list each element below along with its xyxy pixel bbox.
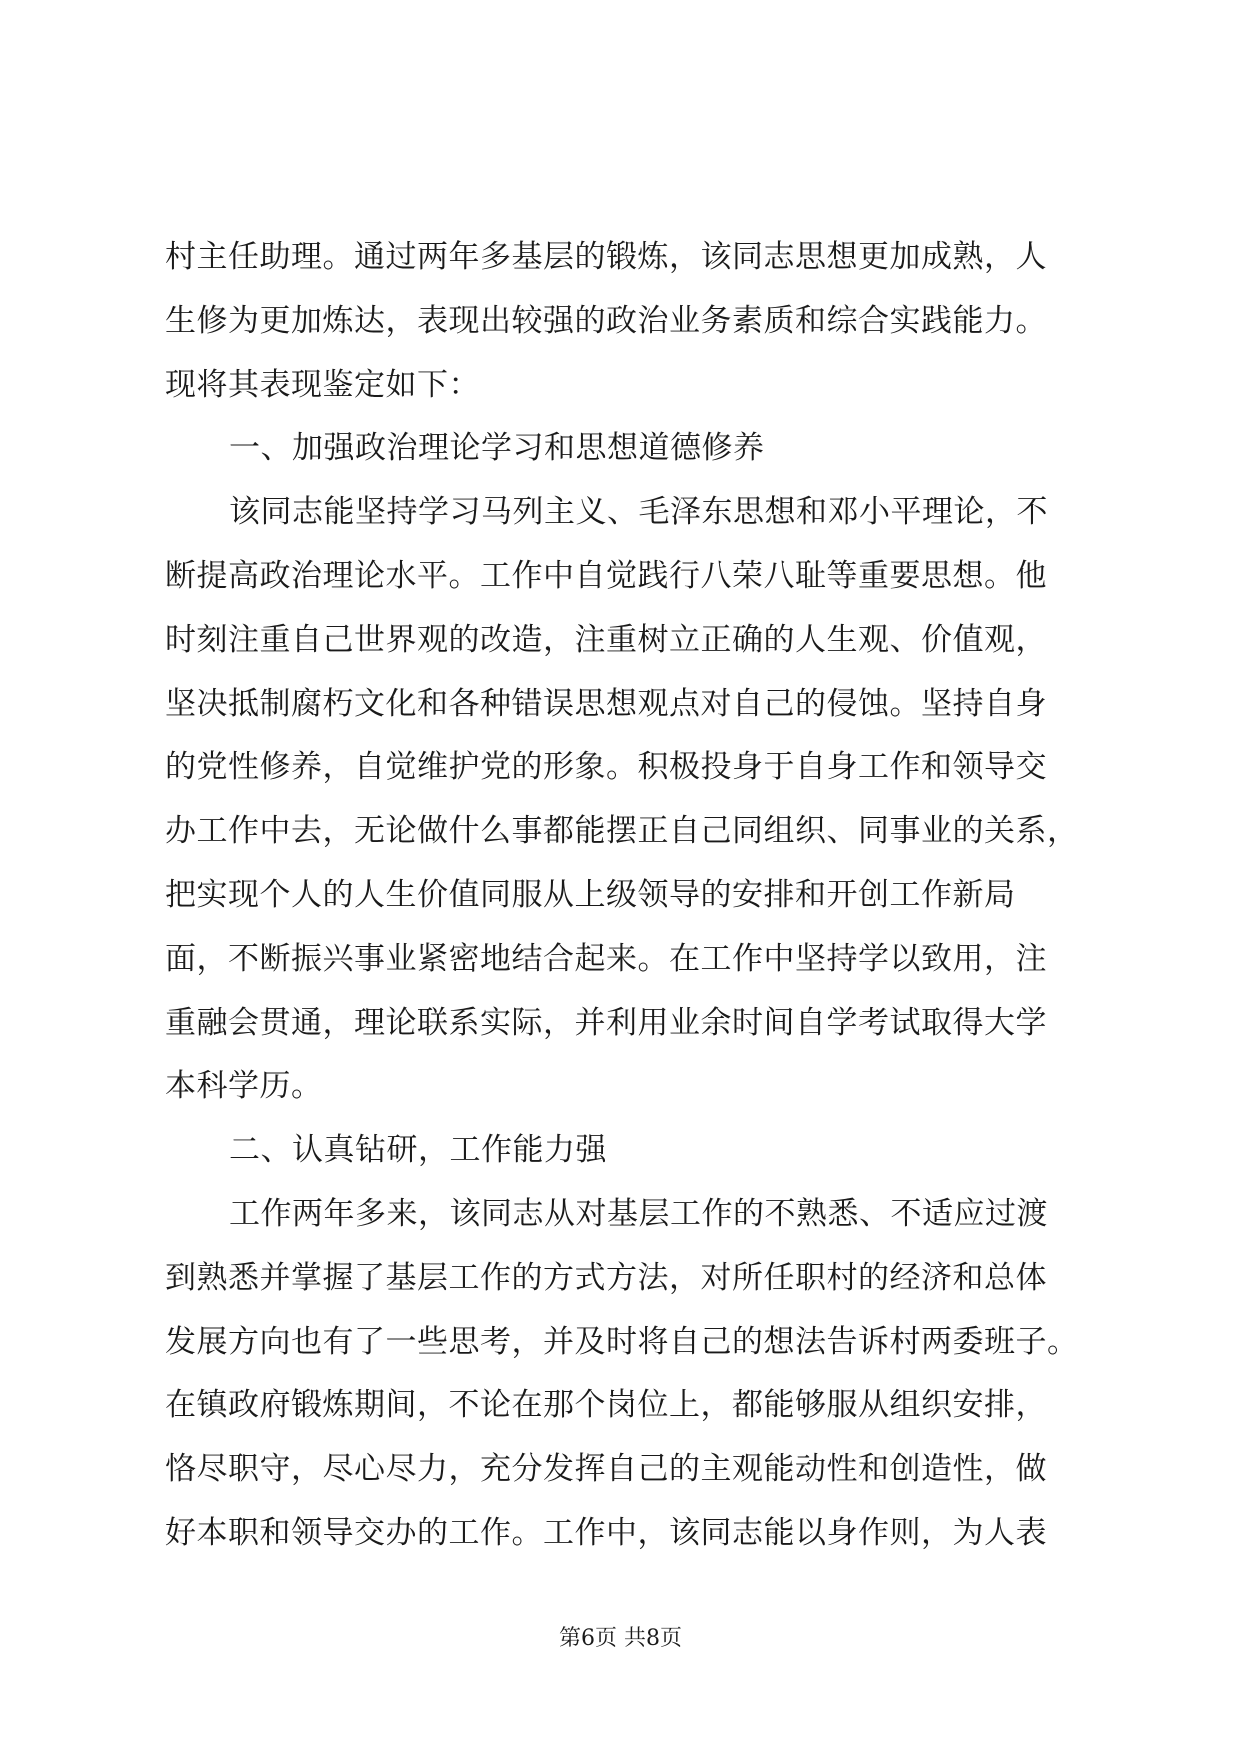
text-line: 在镇政府锻炼期间，不论在那个岗位上，都能够服从组织安排， <box>165 1387 1047 1424</box>
page-footer <box>0 1621 1241 1652</box>
text-line: 恪尽职守，尽心尽力，充分发挥自己的主观能动性和创造性，做 <box>165 1451 1047 1488</box>
text-line: 现将其表现鉴定如下： <box>165 366 480 403</box>
document-body <box>165 226 1085 1566</box>
section-heading-2: 二、认真钻研，工作能力强 <box>229 1132 607 1169</box>
text-line: 面，不断振兴事业紧密地结合起来。在工作中坚持学以致用，注 <box>165 940 1047 977</box>
section-heading-1: 一、加强政治理论学习和思想道德修养 <box>229 430 765 467</box>
page-number: 第6页 共8页 <box>559 1626 682 1651</box>
text-line: 生修为更加炼达，表现出较强的政治业务素质和综合实践能力。 <box>165 302 1047 339</box>
text-line: 重融会贯通，理论联系实际，并利用业余时间自学考试取得大学 <box>165 1004 1047 1041</box>
text-line: 时刻注重自己世界观的改造，注重树立正确的人生观、价值观， <box>165 621 1047 658</box>
text-line: 该同志能坚持学习马列主义、毛泽东思想和邓小平理论，不 <box>229 494 1048 531</box>
text-line: 把实现个人的人生价值同服从上级领导的安排和开创工作新局 <box>165 876 1016 913</box>
text-line: 的党性修养，自觉维护党的形象。积极投身于自身工作和领导交 <box>165 749 1047 786</box>
text-line: 好本职和领导交办的工作。工作中，该同志能以身作则，为人表 <box>165 1514 1047 1551</box>
text-line: 发展方向也有了一些思考，并及时将自己的想法告诉村两委班子。 <box>165 1323 1079 1360</box>
text-line: 到熟悉并掌握了基层工作的方式方法，对所任职村的经济和总体 <box>165 1259 1047 1296</box>
text-line: 坚决抵制腐朽文化和各种错误思想观点对自己的侵蚀。坚持自身 <box>165 685 1047 722</box>
text-line: 本科学历。 <box>165 1068 323 1105</box>
text-line: 办工作中去，无论做什么事都能摆正自己同组织、同事业的关系， <box>165 813 1079 850</box>
text-line: 村主任助理。通过两年多基层的锻炼，该同志思想更加成熟，人 <box>165 239 1047 275</box>
text-line: 工作两年多来，该同志从对基层工作的不熟悉、不适应过渡 <box>229 1195 1048 1232</box>
text-line: 断提高政治理论水平。工作中自觉践行八荣八耻等重要思想。他 <box>165 557 1047 594</box>
